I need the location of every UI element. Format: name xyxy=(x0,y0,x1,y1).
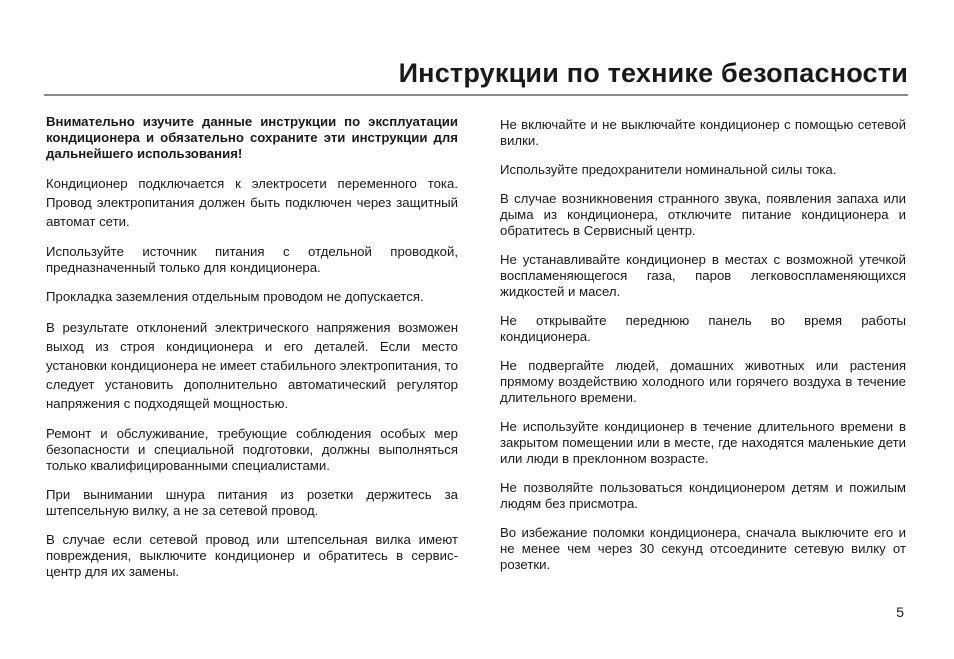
paragraph-front-panel: Не открывайте переднюю панель во время работы кондиционера. xyxy=(500,313,906,344)
page-number: 5 xyxy=(896,604,904,620)
paragraph-closed-room: Не используйте кондиционер в течение длительного времени в закрытом помещении или в месте, где находятся маленькие дети или люди в преклонном возрасте. xyxy=(500,419,906,466)
paragraph-power-connection: Кондиционер подключается к электросети переменного тока. Провод электропитания должен быть подключен через защитный автомат сети. xyxy=(46,176,458,229)
left-column xyxy=(46,114,458,593)
paragraph-qualified-service: Ремонт и обслуживание, требующие соблюдения особых мер безопасности и специальной подготовки, должны выполняться только квалифицированными специалистами. xyxy=(46,426,458,473)
paragraph-fuses: Используйте предохранители номинальной силы тока. xyxy=(500,162,837,177)
paragraph-unplugging: При вынимании шнура питания из розетки держитесь за штепсельную вилку, а не за сетевой провод. xyxy=(46,487,458,518)
paragraph-supervision: Не позволяйте пользоваться кондиционером детям и пожилым людям без присмотра. xyxy=(500,480,906,511)
page-title: Инструкции по технике безопасности xyxy=(398,58,908,88)
paragraph-direct-airflow: Не подвергайте людей, домашних животных или растения прямому воздействию холодного или горячего воздуха в течение длительного времени. xyxy=(500,358,906,405)
paragraph-flammable-gas: Не устанавливайте кондиционер в местах с возможной утечкой воспламеняющегося газа, паров легковоспламеняющихся жидкостей и масел. xyxy=(500,252,906,299)
paragraph-strange-sound: В случае возникновения странного звука, появления запаха или дыма из кондиционера, отключите питание кондиционера и обратитесь в Сервисный центр. xyxy=(500,191,906,238)
paragraph-voltage-regulator: В результате отклонений электрического напряжения возможен выход из строя кондиционера и его деталей. Если место установки кондиционера не имеет стабильного электропитания, то следует установить дополнительно автоматический регулятор напряжения с подходящей мощностью. xyxy=(46,320,458,411)
right-column xyxy=(500,117,906,586)
paragraph-shutdown-delay: Во избежание поломки кондиционера, сначала выключите его и не менее чем через 30 секунд отсоедините сетевую вилку от розетки. xyxy=(500,525,906,572)
paragraph-grounding: Прокладка заземления отдельным проводом не допускается. xyxy=(46,289,424,304)
intro-paragraph: Внимательно изучите данные инструкции по эксплуатации кондиционера и обязательно сохраните эти инструкции для дальнейшего использования! xyxy=(46,114,458,161)
paragraph-damaged-cord: В случае если сетевой провод или штепсельная вилка имеют повреждения, выключите кондиционер и обратитесь в сервис-центр для их замены. xyxy=(46,532,458,579)
paragraph-dedicated-supply: Используйте источник питания с отдельной проводкой, предназначенный только для кондиционера. xyxy=(46,244,458,275)
paragraph-plug-switching: Не включайте и не выключайте кондиционер с помощью сетевой вилки. xyxy=(500,117,906,148)
title-divider xyxy=(44,94,908,96)
